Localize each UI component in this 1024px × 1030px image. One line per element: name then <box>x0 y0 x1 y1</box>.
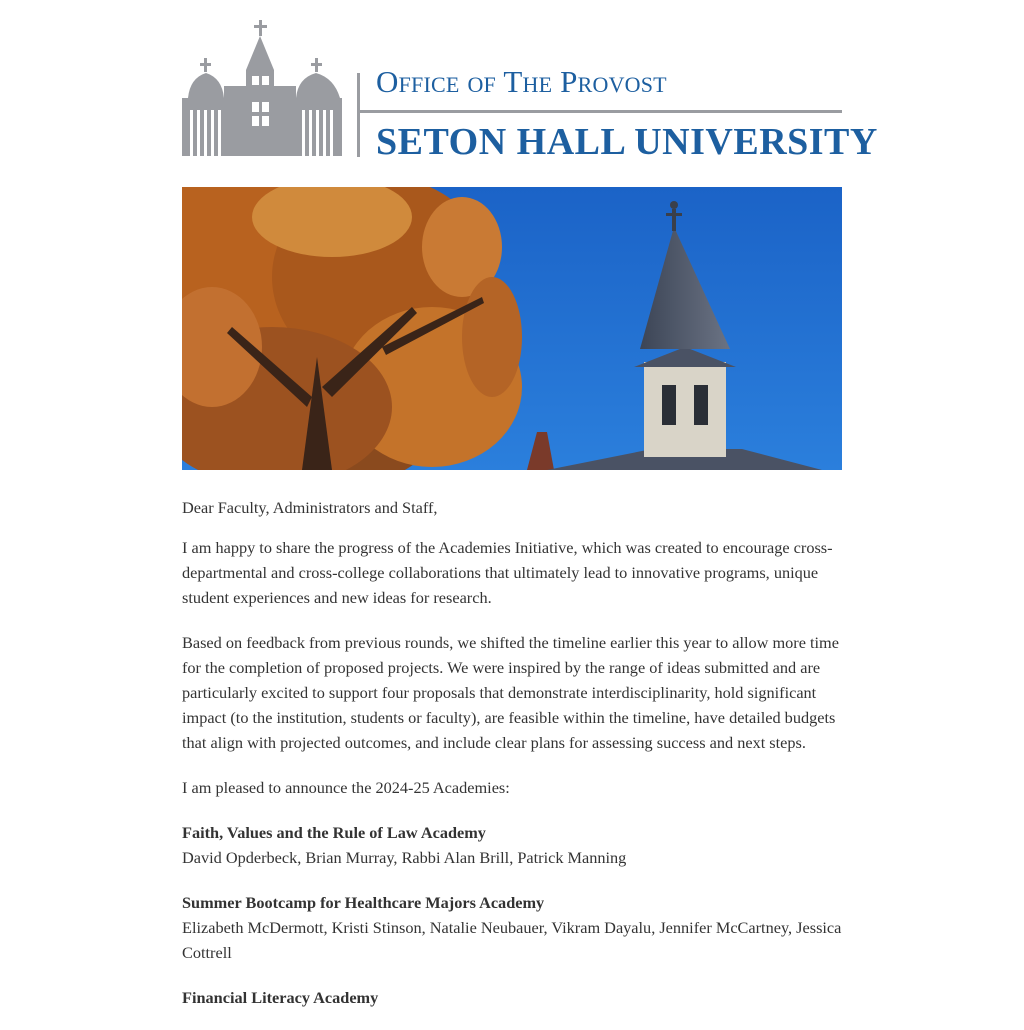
hero-photo <box>182 187 842 470</box>
email-container <box>182 0 878 1007</box>
academy-members: Elizabeth McDermott, Kristi Stinson, Natalie Neubauer, Vikram Dayalu, Jennifer McCartney, Jessica Cottrell <box>182 918 842 962</box>
logo-divider-horizontal <box>357 110 842 113</box>
academy-title: Summer Bootcamp for Healthcare Majors Academy <box>182 893 545 912</box>
church-logo-icon <box>182 18 342 158</box>
greeting: Dear Faculty, Administrators and Staff, <box>182 498 438 517</box>
academy-title: Financial Literacy Academy <box>182 988 379 1007</box>
university-title: SETON HALL UNIVERSITY <box>376 121 878 163</box>
academy-item <box>182 985 842 1010</box>
timeline-paragraph: Based on feedback from previous rounds, we shifted the timeline earlier this year to allow more time for the completion of proposed projects. We were inspired by the range of ideas submitted and are particularly excited to support four proposals that demonstrate interdisciplinarity, hold significant impact (to the institution, students or faculty), are feasible within the timeline, have detailed budgets that align with projected outcomes, and include clear plans for assessing success and next steps. <box>182 633 839 752</box>
hero-image <box>182 187 842 470</box>
header <box>182 0 878 163</box>
announcement-paragraph: I am pleased to announce the 2024-25 Academies: <box>182 778 510 797</box>
academy-item <box>182 890 842 965</box>
office-title: Office of The Provost <box>376 64 667 99</box>
academy-members: David Opderbeck, Brian Murray, Rabbi Alan Brill, Patrick Manning <box>182 848 627 867</box>
letter-body <box>182 495 842 1030</box>
logo-divider-vertical <box>357 73 360 157</box>
intro-paragraph: I am happy to share the progress of the Academies Initiative, which was created to encourage cross-departmental and cross-college collaborations that ultimately lead to innovative programs, unique student experiences and new ideas for research. <box>182 538 833 607</box>
academy-title: Faith, Values and the Rule of Law Academy <box>182 823 486 842</box>
academy-item <box>182 820 842 870</box>
